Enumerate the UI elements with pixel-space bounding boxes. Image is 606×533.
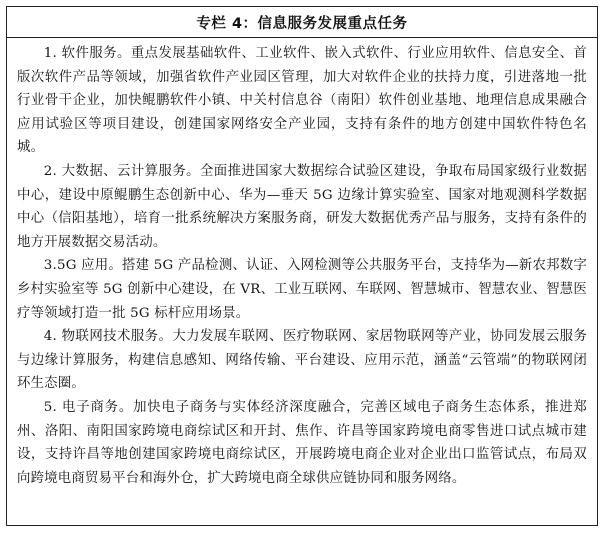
paragraph-big-data-cloud: 2. 大数据、云计算服务。全面推进国家大数据综合试验区建设，争取布局国家级行业数据中心，建设中原鲲鹏生态创新中心、华为—垂天 5G 边缘计算实验室、国家对地观测科学数据中心（信阳基地），培育一批系统解决方案服务商，研发大数据优秀产品与服务，支持有条件的地方开展数据交易活动。 xyxy=(17,163,587,250)
column-box xyxy=(6,6,598,526)
column-body xyxy=(7,38,597,490)
paragraph-e-commerce: 5. 电子商务。加快电子商务与实体经济深度融合，完善区域电子商务生态体系，推进郑州、洛阳、南阳国家跨境电商综试区和开封、焦作、许昌等国家跨境电商零售进口试点城市建设，支持许昌等地创建国家跨境电商综试区，开展跨境电商企业对企业出口监管试点，布局双向跨境电商贸易平台和海外仓，扩大跨境电商全球供应链协同和服务网络。 xyxy=(17,399,587,486)
paragraph-5g-applications: 3.5G 应用。搭建 5G 产品检测、认证、入网检测等公共服务平台，支持华为—新农邦数字乡村实验室等 5G 创新中心建设，在 VR、工业互联网、车联网、智慧城市、智慧农业、智慧医疗等领域打造一批 5G 标杆应用场景。 xyxy=(17,258,587,321)
paragraph-software-services: 1. 软件服务。重点发展基础软件、工业软件、嵌入式软件、行业应用软件、信息安全、首版次软件产品等领域，加强省软件产业园区管理，加大对软件企业的扶持力度，引进落地一批行业骨干企业，加快鲲鹏软件小镇、中关村信息谷（南阳）软件创业基地、地理信息成果融合应用试验区等项目建设，创建国家网络安全产业园，支持有条件的地方创建中国软件特色名城。 xyxy=(17,46,587,156)
column-title: 专栏 4：信息服务发展重点任务 xyxy=(7,7,597,38)
paragraph-iot-services: 4. 物联网技术服务。大力发展车联网、医疗物联网、家居物联网等产业，协同发展云服务与边缘计算服务，构建信息感知、网络传输、平台建设、应用示范，涵盖“云管端”的物联网闭环生态圈。 xyxy=(17,329,587,392)
